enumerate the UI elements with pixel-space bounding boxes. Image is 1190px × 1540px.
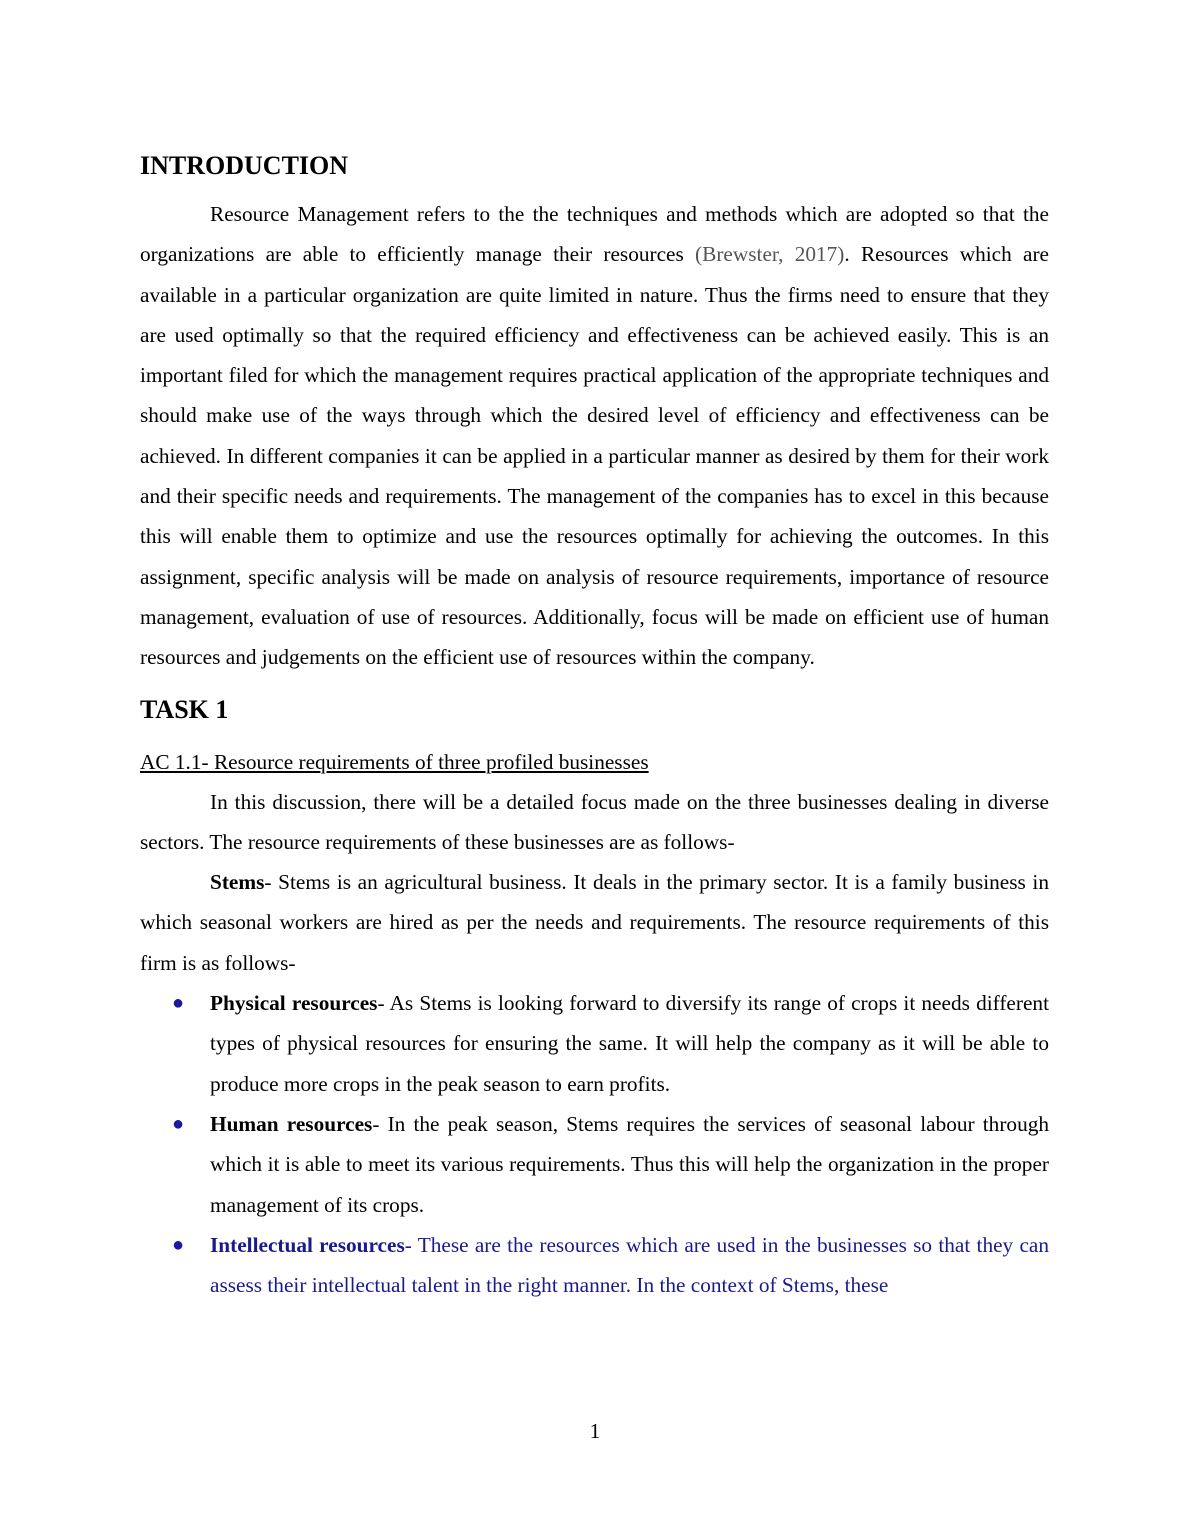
bullet-label: Intellectual resources — [210, 1232, 405, 1257]
list-item — [140, 983, 1049, 1104]
task1-intro-paragraph: In this discussion, there will be a detailed focus made on the three businesses dealing in diverse sectors. The resource requirements of these businesses are as follows- — [140, 789, 1049, 854]
bullet-label: Physical resources — [210, 991, 378, 1016]
task1-subheading: AC 1.1- Resource requirements of three profiled businesses — [140, 749, 649, 774]
document-page — [140, 148, 1049, 1305]
stems-paragraph — [140, 862, 1049, 983]
stems-text: - Stems is an agricultural business. It deals in the primary sector. It is a family business in which seasonal workers are hired as per the needs and requirements. The resource requirements of this firm is as follows- — [140, 870, 1049, 975]
list-item — [140, 1225, 1049, 1306]
resource-list — [140, 983, 1049, 1305]
intro-text-part-2: . Resources which are available in a particular organization are quite limited in nature. Thus the firms need to ensure that they are used optimally so that the required efficiency and effectiveness can be achieved easily. This is an important filed for which the management requires practical application of the appropriate techniques and should make use of the ways through which the desired level of efficiency and effectiveness can be achieved. In different companies it can be applied in a particular manner as desired by them for their work and their specific needs and requirements. The management of the companies has to excel in this because this will enable them to optimize and use the resources optimally for achieving the outcomes. In this assignment, specific analysis will be made on analysis of resource requirements, importance of resource management, evaluation of use of resources. Additionally, focus will be made on efficient use of human resources and judgements on the efficient use of resources within the company. — [140, 242, 1050, 670]
bullet-icon: ● — [172, 992, 185, 1015]
intro-text-part-1: Resource Management refers to the the techniques and methods which are adopted so that the organizations are able to efficiently manage their resources — [140, 202, 1049, 267]
page-number: 1 — [589, 1419, 601, 1443]
list-item — [140, 1104, 1049, 1225]
bullet-text: - As Stems is looking forward to diversify its range of crops it needs different types of physical resources for ensuring the same. It will help the company as it will be able to produce more crops in the peak season to earn profits. — [210, 991, 1049, 1096]
bullet-icon: ● — [172, 1112, 185, 1135]
task1-heading: TASK 1 — [140, 694, 229, 724]
bullet-text: - In the peak season, Stems requires the services of seasonal labour through which it is able to meet its various requirements. Thus this will help the organization in the proper management of its crops. — [210, 1111, 1050, 1217]
introduction-paragraph — [140, 194, 1049, 678]
stems-label: Stems — [210, 870, 265, 895]
bullet-text: - These are the resources which are used in the businesses so that they can assess their intellectual talent in the right manner. In the context of Stems, these — [210, 1232, 1050, 1298]
introduction-heading: INTRODUCTION — [140, 151, 349, 180]
bullet-icon: ● — [172, 1233, 185, 1256]
bullet-label: Human resources — [210, 1111, 373, 1136]
citation: (Brewster, 2017) — [695, 242, 845, 267]
